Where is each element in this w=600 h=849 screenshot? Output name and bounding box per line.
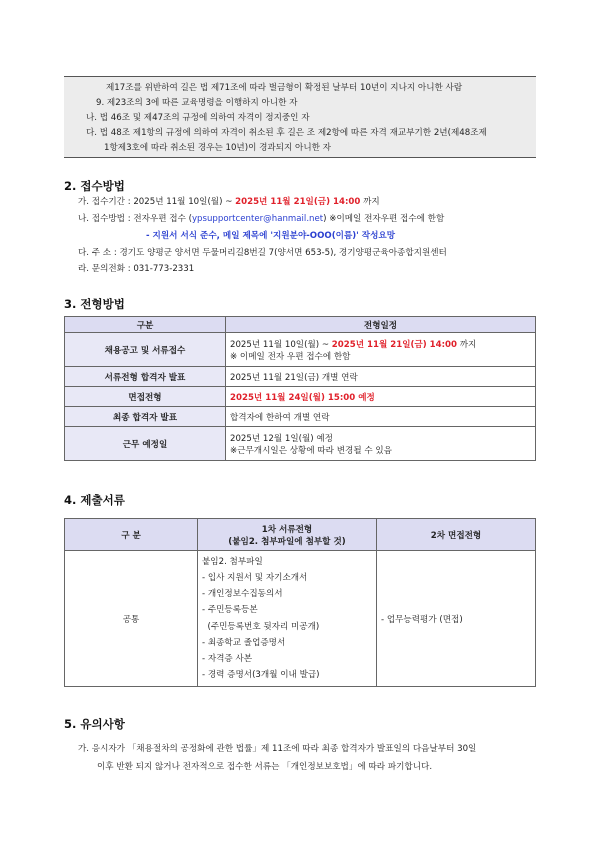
disqual-line-5: 1항제3호에 따라 취소된 경우는 10년)이 경과되지 아니한 자	[104, 143, 331, 153]
row-label-final: 최종 합격자 발표	[65, 407, 226, 427]
address: 다. 주 소 : 경기도 양평군 양서면 두물머리길8번길 7(양서면 653-5), 경기양평군육아종합지원센터	[78, 248, 447, 258]
notice-line-2: 이후 반환 되지 않거나 전자적으로 접수한 서류는 「개인정보보호법」에 따라 파기합니다.	[97, 762, 433, 772]
disqual-line-3: 나. 법 46조 및 제47조의 규정에 의하여 자격이 정지중인 자	[86, 113, 310, 123]
row-label-interview: 면접전형	[65, 387, 226, 407]
phone: 라. 문의전화 : 031-773-2331	[78, 264, 195, 274]
docs-list	[198, 551, 377, 687]
period-start: 2025년 11월 10일(월) ~	[133, 197, 236, 207]
row-label-announcement: 채용공고 및 서류접수	[65, 333, 226, 367]
email-link[interactable]: ypsupportcenter@hanmail.net	[191, 214, 324, 224]
row-value-doc-result: 2025년 11월 21일(금) 개별 연락	[226, 367, 536, 387]
schedule-header-dates: 전형일정	[226, 317, 536, 333]
doc-item: - 최종학교 졸업증명서	[202, 637, 286, 648]
schedule-table	[64, 316, 536, 461]
r5-note: ※근무개시일은 상황에 따라 변경될 수 있음	[230, 445, 392, 456]
section-3-title: 3. 전형방법	[64, 297, 125, 311]
row-value-announcement	[226, 333, 536, 367]
docs-header-first	[198, 519, 377, 551]
period-suffix: 까지	[360, 197, 380, 207]
section-5-title: 5. 유의사항	[64, 717, 125, 731]
receipt-method	[78, 213, 444, 225]
interview-doc: - 업무능력평가 (면접)	[377, 551, 536, 687]
r1-end: 2025년 11월 21일(금) 14:00	[331, 339, 458, 350]
method-suffix: ) ※이메일 전자우편 접수에 한함	[323, 214, 445, 224]
docs-header-category: 구 분	[65, 519, 198, 551]
schedule-header-category: 구분	[65, 317, 226, 333]
row-value-interview: 2025년 11월 24일(월) 15:00 예정	[226, 387, 536, 407]
r5-value: 2025년 12월 1일(월) 예정	[230, 433, 333, 444]
doc-item: - 개인정보수집동의서	[202, 589, 283, 600]
doc-item: 붙임2. 첨부파일	[202, 556, 263, 567]
r1-note: ※ 이메일 전자 우편 접수에 한함	[230, 351, 351, 362]
docs-header-second: 2차 면접전형	[377, 519, 536, 551]
r1-suffix: 까지	[457, 339, 477, 350]
row-label-doc-result: 서류전형 합격자 발표	[65, 367, 226, 387]
section-4-title: 4. 제출서류	[64, 493, 125, 507]
disqual-line-2: 9. 제23조의 3에 따른 교육명령을 이행하지 아니한 자	[96, 98, 298, 108]
row-label-start: 근무 예정일	[65, 427, 226, 461]
disqual-line-4: 다. 법 48조 제1항의 규정에 의하여 자격이 취소된 후 길은 조 제2항에 따른 자격 재교부기한 2년(제48조제	[86, 128, 487, 138]
doc-item: (주민등록번호 뒷자리 미공개)	[202, 621, 320, 632]
method-label: 나. 접수방법 : 전자우편 접수 (	[78, 214, 192, 224]
disqual-line-1: 제17조를 위반하여 길은 법 제71조에 따라 벌금형이 확정된 날부터 10년이 지나지 아니한 사람	[106, 83, 463, 93]
doc-item: - 자격증 사본	[202, 653, 253, 664]
doc-item: - 주민등록등본	[202, 605, 258, 616]
r1-start: 2025년 11월 10일(월) ~	[230, 339, 332, 350]
period-label: 가. 접수기간 :	[78, 197, 134, 207]
doc-item: - 입사 지원서 및 자기소개서	[202, 572, 308, 583]
notice-line-1: 가. 응시자가 「채용절차의 공정화에 관한 법률」제 11조에 따라 최종 합격자가 발표일의 다음날부터 30일	[78, 744, 477, 754]
doc-item: - 경력 증명서(3개월 이내 발급)	[202, 670, 320, 681]
documents-table	[64, 518, 536, 687]
docs-row-label: 공통	[65, 551, 198, 687]
row-value-start	[226, 427, 536, 461]
docs-header-first-b: (붙임2. 첨부파일에 첨부할 것)	[228, 536, 346, 547]
receipt-period	[78, 196, 380, 208]
period-end: 2025년 11월 21일(금) 14:00	[235, 197, 361, 207]
method-note: - 지원서 서식 준수, 메일 제목에 '지원분야-OOO(이름)' 작성요망	[146, 231, 396, 241]
docs-header-first-a: 1차 서류전형	[261, 524, 313, 535]
section-2-title: 2. 접수방법	[64, 179, 125, 193]
row-value-final: 합격자에 한하여 개별 연락	[226, 407, 536, 427]
